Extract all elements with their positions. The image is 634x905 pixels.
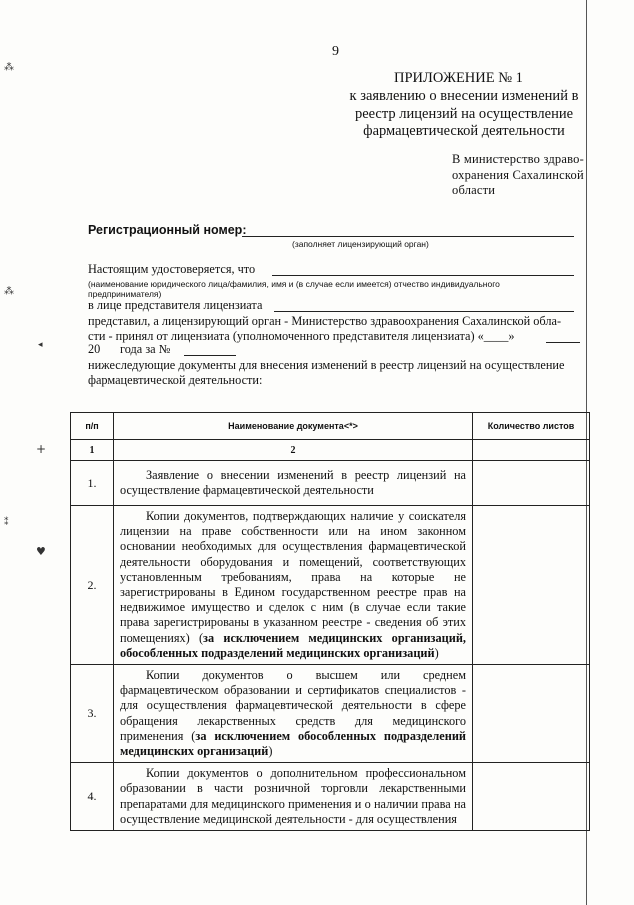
col-number-3 <box>473 440 590 461</box>
registration-label: Регистрационный номер: <box>88 223 247 237</box>
row-number: 1. <box>71 461 114 506</box>
table-header-row <box>71 413 590 440</box>
punch-hole-mark: ♥ <box>36 545 46 558</box>
statement-line1: Настоящим удостоверяется, что <box>88 262 256 276</box>
appendix-title: ПРИЛОЖЕНИЕ № 1 <box>394 70 523 86</box>
page-number: 9 <box>332 44 339 59</box>
table-number-row <box>71 440 590 461</box>
header-sheet-count: Количество листов <box>473 413 590 440</box>
punch-hole-mark: ◂ <box>38 340 43 350</box>
row-document: Копии документов о дополнительном профессиональном образовании в части розничной торговли лекарственными препаратами для медицинского применения и о наличии права на осуществление медицинской деятельности - для осуществления <box>114 763 473 831</box>
table-row <box>71 506 590 665</box>
year-prefix: 20 <box>88 342 101 356</box>
table-row <box>71 461 590 506</box>
punch-hole-mark: + <box>36 442 47 456</box>
margin-mark: ⁂ <box>4 62 14 73</box>
representative-field[interactable] <box>274 311 574 312</box>
row-document: Копии документов о высшем или среднем фармацевтическом образовании и сертификатов специалистов - для осуществления фармацевтической деятельности в сфере обращения лекарственных средств для медицинского применения (за исключением обособленных подразделений медицинских организаций) <box>114 665 473 763</box>
table-row <box>71 665 590 763</box>
col-number-2: 2 <box>114 440 473 461</box>
row-number: 3. <box>71 665 114 763</box>
registration-number-field[interactable] <box>242 236 574 237</box>
doc-number-field[interactable] <box>184 355 236 356</box>
row-number: 4. <box>71 763 114 831</box>
statement-p1: представил, а лицензирующий орган - Министерство здравоохранения Сахалинской обла- <box>88 314 562 328</box>
statement-p2: сти - принял от лицензиата (уполномоченного представителя лицензиата) «____» <box>88 329 515 343</box>
appendix-subtitle: к заявлению о внесении изменений в реестр лицензий на осуществление фармацевтической деятельности <box>349 88 579 139</box>
documents-table <box>70 412 590 831</box>
col-number-1: 1 <box>71 440 114 461</box>
licensee-name-field[interactable] <box>272 275 574 276</box>
header-doc-name: Наименование документа<*> <box>114 413 473 440</box>
margin-mark: ⁑ <box>4 518 9 528</box>
date-field[interactable] <box>546 342 580 343</box>
statement-p3: нижеследующие документы для внесения изменений в реестр лицензий на осуществление <box>88 358 565 372</box>
row-sheet-count[interactable] <box>473 665 590 763</box>
row-number: 2. <box>71 506 114 665</box>
row-sheet-count[interactable] <box>473 461 590 506</box>
margin-mark: ⁂ <box>4 286 14 297</box>
year-suffix: года за № <box>120 342 171 356</box>
statement-p4: фармацевтической деятельности: <box>88 373 263 387</box>
representative-label: в лице представителя лицензиата <box>88 298 263 312</box>
row-document: Заявление о внесении изменений в реестр лицензий на осуществление фармацевтической деятельности <box>114 461 473 506</box>
registration-note: (заполняет лицензирующий орган) <box>292 239 429 249</box>
licensee-name-note: (наименование юридического лица/фамилия, имя и (в случае если имеется) отчество индивидуального предпринимателя) <box>88 279 500 299</box>
addressee: В министерство здраво- охранения Сахалинской области <box>452 152 584 197</box>
row-sheet-count[interactable] <box>473 763 590 831</box>
row-document: Копии документов, подтверждающих наличие у соискателя лицензии на праве собственности или на ином законном основании необходимых для осуществления фармацевтической деятельности оборудования и помещений, соответствующих установленным требованиям, права на которые не зарегистрированы в Едином государственном реестре прав на недвижимое имущество и сделок с ним (в случае если такие права зарегистрированы в указанном реестре - сведения об этих помещениях) (за исключением медицинских организаций, обособленных подразделений медицинских организаций) <box>114 506 473 665</box>
row-sheet-count[interactable] <box>473 506 590 665</box>
table-row <box>71 763 590 831</box>
header-num: п/п <box>71 413 114 440</box>
